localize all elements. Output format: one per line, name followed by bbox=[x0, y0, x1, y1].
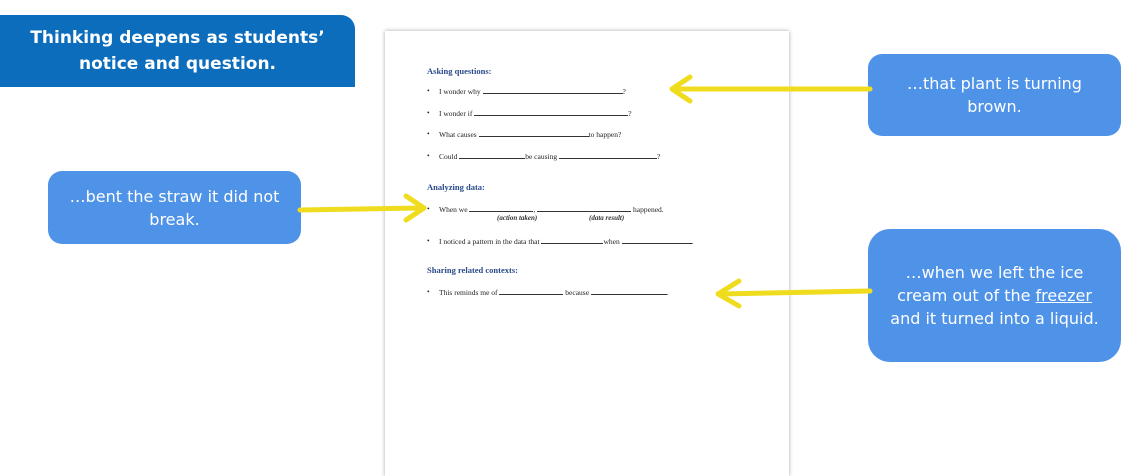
arrow-to-plant-icon bbox=[672, 77, 870, 101]
bullet-icon: • bbox=[427, 108, 430, 117]
section-heading-asking: Asking questions: bbox=[427, 66, 492, 76]
list-item: • What causes to happen? bbox=[427, 129, 622, 139]
list-item: • When we , happened. bbox=[427, 204, 664, 214]
sublabel-action-taken: (action taken) bbox=[497, 214, 538, 222]
title-text: Thinking deepens as students’ notice and question. bbox=[30, 28, 325, 74]
section-heading-sharing: Sharing related contexts: bbox=[427, 265, 518, 275]
bullet-icon: • bbox=[427, 287, 430, 296]
bullet-icon: • bbox=[427, 86, 430, 95]
section-heading-analyzing: Analyzing data: bbox=[427, 182, 485, 192]
freezer-link: freezer bbox=[1035, 286, 1092, 305]
list-item: • I wonder if ? bbox=[427, 108, 632, 118]
callout-ice-cream: …when we left the ice cream out of the freezer and it turned into a liquid. bbox=[868, 229, 1121, 362]
callout-plant: …that plant is turning brown. bbox=[868, 54, 1121, 136]
arrow-to-reminds-icon bbox=[718, 281, 870, 306]
list-item: • Could be causing ? bbox=[427, 151, 661, 161]
list-item: • I wonder why ? bbox=[427, 86, 626, 96]
callout-straw: …bent the straw it did not break. bbox=[48, 171, 301, 244]
list-item: • I noticed a pattern in the data that when . bbox=[427, 236, 694, 246]
list-item: • This reminds me of because . bbox=[427, 287, 669, 297]
bullet-icon: • bbox=[427, 151, 430, 160]
bullet-icon: • bbox=[427, 236, 430, 245]
arrow-to-data-icon bbox=[300, 196, 424, 220]
bullet-icon: • bbox=[427, 204, 430, 213]
bullet-icon: • bbox=[427, 129, 430, 138]
sublabel-data-result: (data result) bbox=[589, 214, 625, 222]
